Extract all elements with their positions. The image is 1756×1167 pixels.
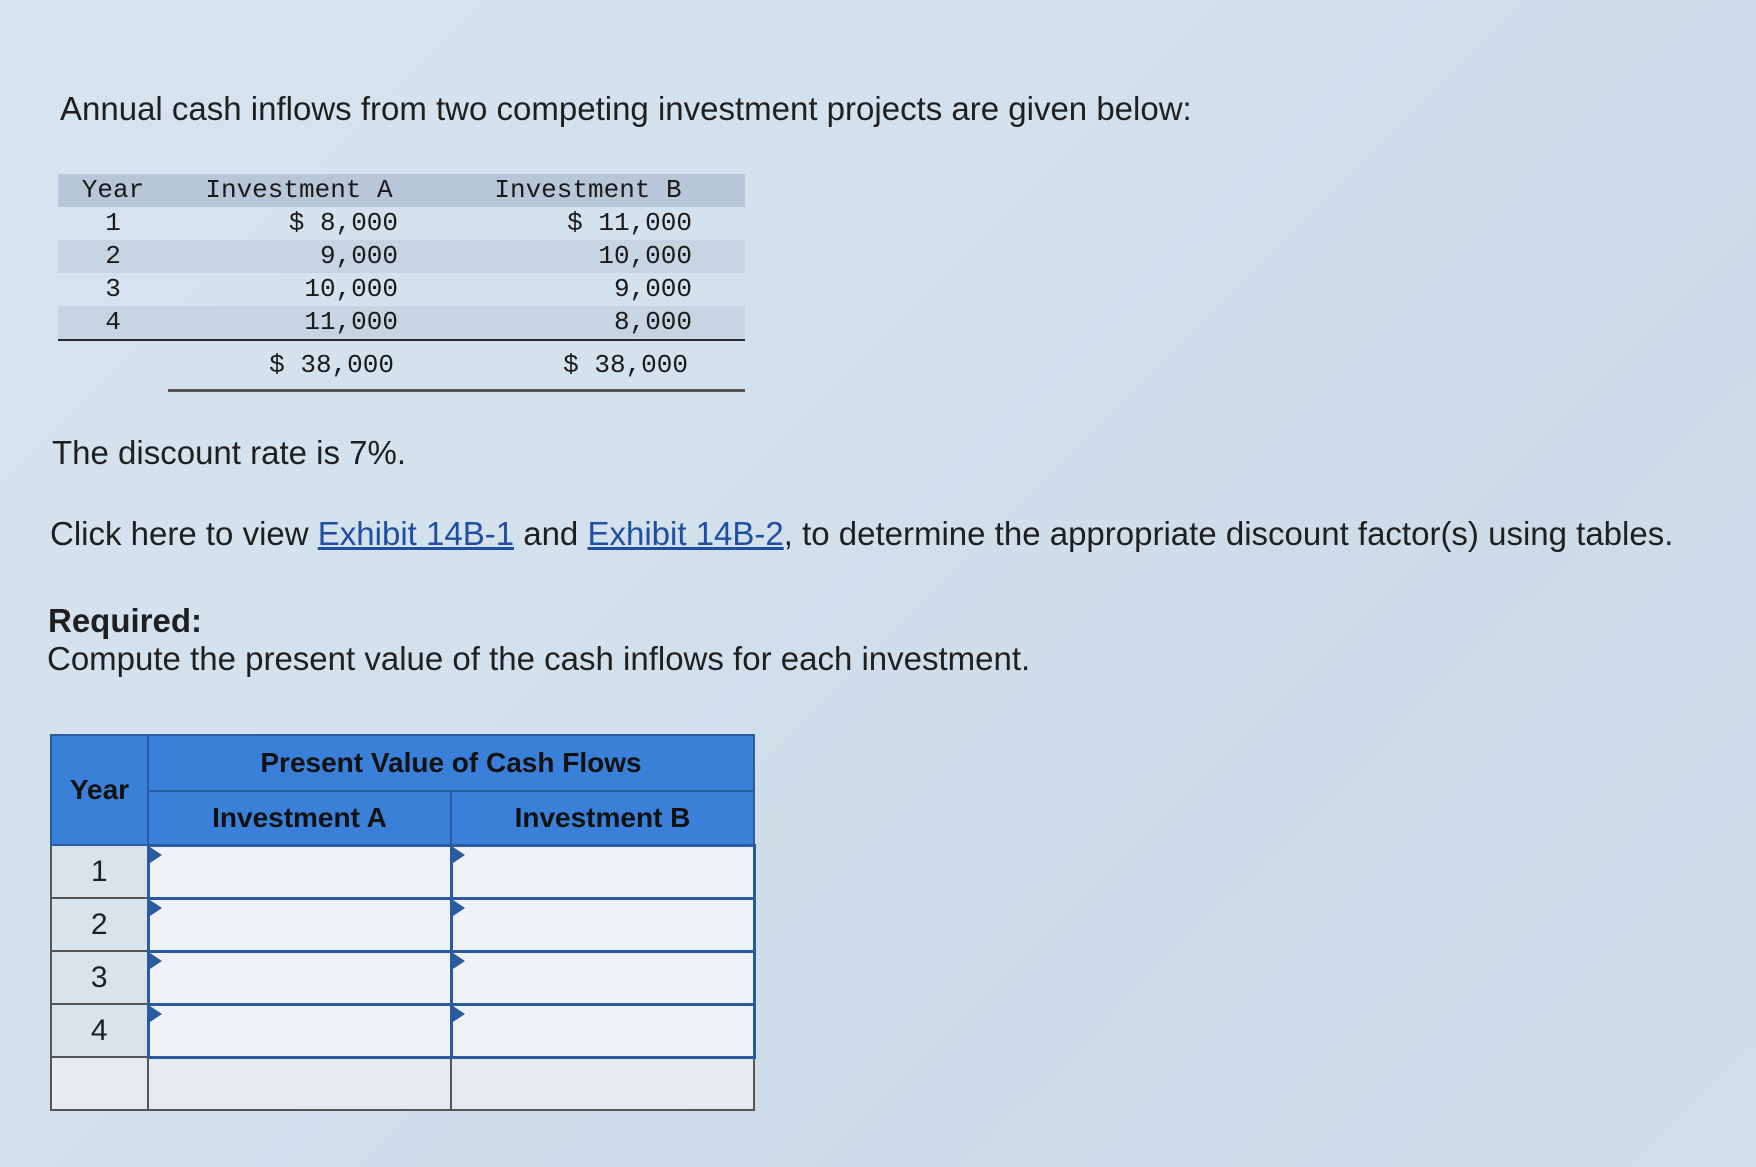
investment-b-cell: 9,000	[613, 274, 692, 304]
answer-header-row-1	[51, 735, 754, 791]
pv-investment-b-year-3-input[interactable]	[451, 951, 754, 1004]
pv-a-2-field[interactable]	[150, 900, 450, 950]
header-year: Year	[81, 175, 145, 205]
answer-row-1	[51, 845, 754, 898]
exhibit-prefix: Click here to view	[50, 515, 318, 552]
header-investment-b: Investment B	[494, 175, 682, 205]
input-marker-icon	[453, 1006, 465, 1022]
pv-investment-b-year-1-input[interactable]	[451, 845, 754, 898]
answer-year-cell: 3	[51, 951, 148, 1004]
total-investment-a: $ 38,000	[269, 350, 394, 380]
answer-investment-b-header: Investment B	[451, 791, 754, 845]
input-marker-icon	[150, 1006, 162, 1022]
given-row-1	[58, 207, 745, 240]
discount-rate-text: The discount rate is 7%.	[52, 434, 407, 471]
input-marker-icon	[150, 953, 162, 969]
investment-a-cell: $ 8,000	[288, 208, 398, 238]
investment-a-cell: 11,000	[304, 307, 398, 337]
investment-b-cell: 10,000	[598, 241, 692, 271]
total-investment-b: $ 38,000	[563, 350, 688, 380]
required-label: Required:	[48, 602, 203, 639]
header-investment-a: Investment A	[205, 175, 393, 205]
present-value-answer-table	[50, 734, 756, 1111]
given-cash-inflows-table	[58, 174, 745, 392]
given-table-header	[58, 174, 745, 207]
answer-header-row-2	[51, 791, 754, 845]
input-marker-icon	[453, 953, 465, 969]
pv-investment-a-total-cell	[148, 1057, 451, 1110]
input-marker-icon	[150, 847, 162, 863]
answer-year-cell: 2	[51, 898, 148, 951]
answer-year-cell: 4	[51, 1004, 148, 1057]
given-total-row	[168, 341, 745, 392]
year-cell: 2	[105, 241, 121, 271]
exhibit-suffix: , to determine the appropriate discount factor(s) using tables.	[783, 515, 1674, 552]
pv-investment-b-year-4-input[interactable]	[451, 1004, 754, 1057]
investment-b-cell: 8,000	[613, 307, 692, 337]
year-cell: 1	[105, 208, 121, 238]
investment-a-cell: 10,000	[304, 274, 398, 304]
answer-year-header: Year	[51, 735, 148, 845]
exhibit-middle: and	[514, 515, 588, 552]
pv-investment-b-total-cell	[451, 1057, 754, 1110]
input-marker-icon	[453, 847, 465, 863]
answer-investment-a-header: Investment A	[148, 791, 451, 845]
pv-b-3-field[interactable]	[453, 953, 753, 1003]
pv-investment-a-year-2-input[interactable]	[148, 898, 451, 951]
pv-a-4-field[interactable]	[150, 1006, 450, 1056]
required-text: Compute the present value of the cash inflows for each investment.	[47, 640, 1031, 677]
exhibit-14b-1-link[interactable]: Exhibit 14B-1	[317, 515, 515, 552]
pv-a-3-field[interactable]	[150, 953, 450, 1003]
investment-b-cell: $ 11,000	[567, 208, 692, 238]
answer-row-2	[51, 898, 754, 951]
pv-a-1-field[interactable]	[150, 847, 450, 897]
pv-b-4-field[interactable]	[453, 1006, 753, 1056]
given-row-3	[58, 273, 745, 306]
answer-row-3	[51, 951, 754, 1004]
investment-a-cell: 9,000	[319, 241, 398, 271]
answer-total-row	[51, 1057, 754, 1110]
answer-row-4	[51, 1004, 754, 1057]
year-cell: 4	[105, 307, 121, 337]
given-row-2	[58, 240, 745, 273]
pv-investment-a-year-4-input[interactable]	[148, 1004, 451, 1057]
input-marker-icon	[453, 900, 465, 916]
exhibit-14b-2-link[interactable]: Exhibit 14B-2	[587, 515, 784, 552]
pv-investment-b-year-2-input[interactable]	[451, 898, 754, 951]
given-row-4	[58, 306, 745, 341]
exhibit-instructions	[50, 515, 1673, 553]
intro-text: Annual cash inflows from two competing investment projects are given below:	[60, 90, 1192, 127]
present-value-group-header: Present Value of Cash Flows	[148, 735, 754, 791]
year-cell: 3	[105, 274, 121, 304]
pv-b-2-field[interactable]	[453, 900, 753, 950]
pv-investment-a-year-3-input[interactable]	[148, 951, 451, 1004]
answer-total-label-cell	[51, 1057, 148, 1110]
pv-b-1-field[interactable]	[453, 847, 753, 897]
answer-year-cell: 1	[51, 845, 148, 898]
pv-investment-a-year-1-input[interactable]	[148, 845, 451, 898]
input-marker-icon	[150, 900, 162, 916]
